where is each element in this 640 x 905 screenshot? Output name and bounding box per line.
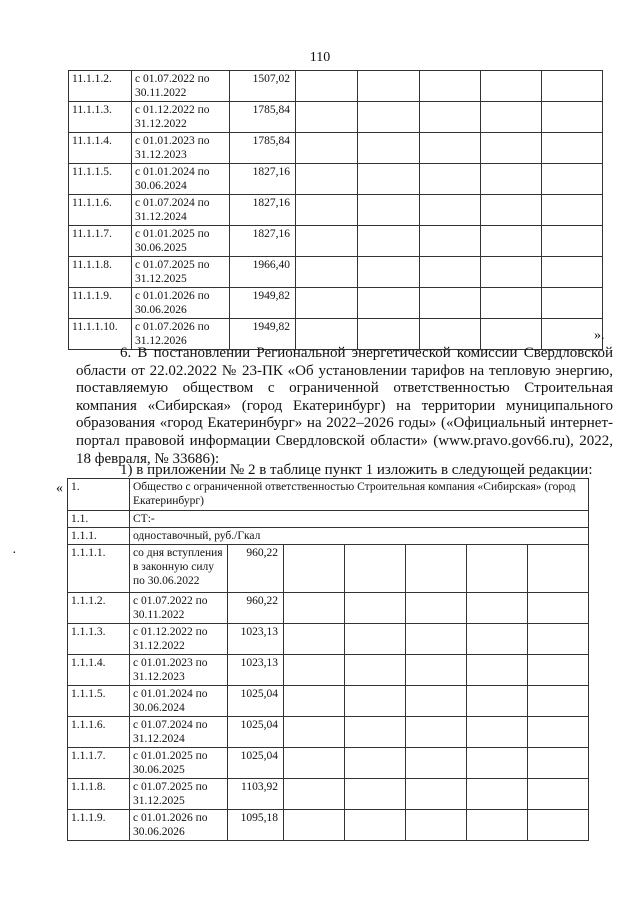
empty-cell <box>406 655 467 686</box>
empty-cell <box>542 133 603 164</box>
empty-cell <box>296 133 358 164</box>
table-row <box>68 748 589 779</box>
empty-cell <box>284 686 345 717</box>
empty-cell <box>296 288 358 319</box>
empty-cell <box>284 779 345 810</box>
empty-cell <box>542 102 603 133</box>
row-value: 1785,84 <box>230 102 296 133</box>
table-row <box>68 545 589 593</box>
empty-cell <box>481 288 542 319</box>
empty-cell <box>420 71 481 102</box>
empty-cell <box>420 102 481 133</box>
empty-cell <box>542 257 603 288</box>
table-row <box>68 655 589 686</box>
empty-cell <box>481 226 542 257</box>
empty-cell <box>296 164 358 195</box>
row-value: 960,22 <box>228 545 284 593</box>
row-period: с 01.01.2026 по 30.06.2026 <box>132 288 230 319</box>
tariff-type: одноставочный, руб./Гкал <box>130 528 589 545</box>
table-row <box>68 810 589 841</box>
table-row <box>68 686 589 717</box>
row-value: 1785,84 <box>230 133 296 164</box>
table-row <box>68 624 589 655</box>
tariff-table-new <box>67 478 589 841</box>
empty-cell <box>284 545 345 593</box>
empty-cell <box>406 748 467 779</box>
empty-cell <box>467 686 528 717</box>
row-code: 11.1.1.9. <box>69 288 132 319</box>
empty-cell <box>345 593 406 624</box>
empty-cell <box>542 226 603 257</box>
empty-cell <box>345 686 406 717</box>
table-subheader-row <box>68 528 589 545</box>
empty-cell <box>296 257 358 288</box>
table-row <box>69 195 603 226</box>
table-subheader-row <box>68 511 589 528</box>
row-value: 1023,13 <box>228 624 284 655</box>
empty-cell <box>528 779 589 810</box>
empty-cell <box>406 810 467 841</box>
empty-cell <box>406 686 467 717</box>
row-code: 1. <box>68 479 130 511</box>
row-period: с 01.07.2026 по 31.12.2026 <box>132 319 230 350</box>
row-code: 1.1.1.2. <box>68 593 130 624</box>
empty-cell <box>358 102 420 133</box>
empty-cell <box>467 748 528 779</box>
row-value: 1949,82 <box>230 288 296 319</box>
row-value: 1827,16 <box>230 226 296 257</box>
table-row <box>69 226 603 257</box>
row-period: с 01.07.2022 по 30.11.2022 <box>132 71 230 102</box>
table-header-row <box>68 479 589 511</box>
table-row <box>69 71 603 102</box>
empty-cell <box>528 545 589 593</box>
row-value: 960,22 <box>228 593 284 624</box>
table-row <box>68 593 589 624</box>
row-value: 1827,16 <box>230 195 296 226</box>
empty-cell <box>406 624 467 655</box>
empty-cell <box>406 545 467 593</box>
empty-cell <box>420 257 481 288</box>
empty-cell <box>345 810 406 841</box>
row-value: 1103,92 <box>228 779 284 810</box>
row-code: 11.1.1.5. <box>69 164 132 195</box>
row-value: 1507,02 <box>230 71 296 102</box>
empty-cell <box>528 810 589 841</box>
row-code: 11.1.1.2. <box>69 71 132 102</box>
opening-quote: « <box>56 481 63 496</box>
empty-cell <box>406 593 467 624</box>
empty-cell <box>481 164 542 195</box>
empty-cell <box>358 133 420 164</box>
empty-cell <box>296 195 358 226</box>
row-code: 11.1.1.10. <box>69 319 132 350</box>
empty-cell <box>542 71 603 102</box>
empty-cell <box>528 686 589 717</box>
empty-cell <box>345 748 406 779</box>
row-period: с 01.01.2023 по 31.12.2023 <box>132 133 230 164</box>
row-value: 1025,04 <box>228 748 284 779</box>
empty-cell <box>481 257 542 288</box>
empty-cell <box>528 624 589 655</box>
row-code: 1.1.1.6. <box>68 717 130 748</box>
empty-cell <box>467 545 528 593</box>
row-period: с 01.01.2026 по 30.06.2026 <box>130 810 228 841</box>
company-name: Общество с ограниченной ответственностью Строительная компания «Сибирская» (город Екатеринбург) <box>130 479 589 511</box>
row-code: 1.1. <box>68 511 130 528</box>
row-period: с 01.07.2024 по 31.12.2024 <box>132 195 230 226</box>
row-code: 1.1.1.1. <box>68 545 130 593</box>
empty-cell <box>467 810 528 841</box>
row-period: с 01.01.2024 по 30.06.2024 <box>130 686 228 717</box>
row-value: 1025,04 <box>228 686 284 717</box>
row-value: 1966,40 <box>230 257 296 288</box>
empty-cell <box>296 71 358 102</box>
table-row <box>69 164 603 195</box>
row-code: 11.1.1.7. <box>69 226 132 257</box>
empty-cell <box>358 71 420 102</box>
empty-cell <box>467 624 528 655</box>
empty-cell <box>345 545 406 593</box>
empty-cell <box>528 748 589 779</box>
row-period: с 01.07.2025 по 31.12.2025 <box>130 779 228 810</box>
row-value: 1095,18 <box>228 810 284 841</box>
empty-cell <box>481 133 542 164</box>
row-code: 1.1.1.3. <box>68 624 130 655</box>
table-row <box>69 102 603 133</box>
row-code: 11.1.1.6. <box>69 195 132 226</box>
empty-cell <box>406 717 467 748</box>
empty-cell <box>467 717 528 748</box>
empty-cell <box>420 133 481 164</box>
row-code: 11.1.1.4. <box>69 133 132 164</box>
empty-cell <box>284 593 345 624</box>
empty-cell <box>358 257 420 288</box>
empty-cell <box>345 717 406 748</box>
row-value: 1025,04 <box>228 717 284 748</box>
empty-cell <box>345 624 406 655</box>
row-code: 1.1.1.7. <box>68 748 130 779</box>
tariff-table-continued <box>68 70 603 350</box>
row-value: 1827,16 <box>230 164 296 195</box>
empty-cell <box>358 226 420 257</box>
table-row <box>69 133 603 164</box>
empty-cell <box>284 624 345 655</box>
margin-dot: · <box>12 546 17 561</box>
row-code: 1.1.1.5. <box>68 686 130 717</box>
empty-cell <box>542 164 603 195</box>
empty-cell <box>284 655 345 686</box>
empty-cell <box>481 71 542 102</box>
row-period: с 01.12.2022 по 31.12.2022 <box>132 102 230 133</box>
table-row <box>69 257 603 288</box>
page-number: 110 <box>309 50 331 65</box>
empty-cell <box>296 102 358 133</box>
row-period: с 01.01.2023 по 31.12.2023 <box>130 655 228 686</box>
row-code: 1.1.1.4. <box>68 655 130 686</box>
empty-cell <box>345 779 406 810</box>
empty-cell <box>358 288 420 319</box>
tariff-system: СТ:- <box>130 511 589 528</box>
empty-cell <box>284 810 345 841</box>
paragraph-1: 1) в приложении № 2 в таблице пункт 1 изложить в следующей редакции: <box>120 462 593 478</box>
empty-cell <box>420 226 481 257</box>
empty-cell <box>528 717 589 748</box>
row-code: 1.1.1.8. <box>68 779 130 810</box>
row-code: 11.1.1.8. <box>69 257 132 288</box>
empty-cell <box>467 655 528 686</box>
empty-cell <box>481 102 542 133</box>
empty-cell <box>420 195 481 226</box>
row-code: 11.1.1.3. <box>69 102 132 133</box>
empty-cell <box>406 779 467 810</box>
empty-cell <box>358 164 420 195</box>
empty-cell <box>481 195 542 226</box>
empty-cell <box>542 288 603 319</box>
closing-quote: ». <box>594 328 605 343</box>
row-period: с 01.01.2025 по 30.06.2025 <box>132 226 230 257</box>
row-period: с 01.07.2024 по 31.12.2024 <box>130 717 228 748</box>
empty-cell <box>420 164 481 195</box>
empty-cell <box>528 593 589 624</box>
empty-cell <box>284 717 345 748</box>
empty-cell <box>420 288 481 319</box>
empty-cell <box>542 195 603 226</box>
row-period: с 01.07.2025 по 31.12.2025 <box>132 257 230 288</box>
empty-cell <box>345 655 406 686</box>
table-row <box>68 717 589 748</box>
row-code: 1.1.1. <box>68 528 130 545</box>
row-value: 1023,13 <box>228 655 284 686</box>
row-period: со дня вступления в законную силу по 30.06.2022 <box>130 545 228 593</box>
empty-cell <box>358 195 420 226</box>
table-row <box>68 779 589 810</box>
row-value: 1949,82 <box>230 319 296 350</box>
empty-cell <box>284 748 345 779</box>
empty-cell <box>528 655 589 686</box>
empty-cell <box>467 779 528 810</box>
table-row <box>69 288 603 319</box>
paragraph-6: 6. В постановлении Региональной энергетической комиссии Свердловской области от 22.02.2022 № 23-ПК «Об установлении тарифов на тепловую энергию, поставляемую обществом с ограниченной ответственностью Строительная компания «Сибирская» (город Екатеринбург) на территории муниципального образования «город Екатеринбург» на 2022–2026 годы» («Официальный интернет-портал правовой информации Свердловской области» (www.pravo.gov66.ru), 2022, 18 февраля, № 33686): <box>76 345 613 467</box>
row-period: с 01.07.2022 по 30.11.2022 <box>130 593 228 624</box>
row-code: 1.1.1.9. <box>68 810 130 841</box>
empty-cell <box>467 593 528 624</box>
row-period: с 01.01.2024 по 30.06.2024 <box>132 164 230 195</box>
empty-cell <box>296 226 358 257</box>
row-period: с 01.01.2025 по 30.06.2025 <box>130 748 228 779</box>
row-period: с 01.12.2022 по 31.12.2022 <box>130 624 228 655</box>
